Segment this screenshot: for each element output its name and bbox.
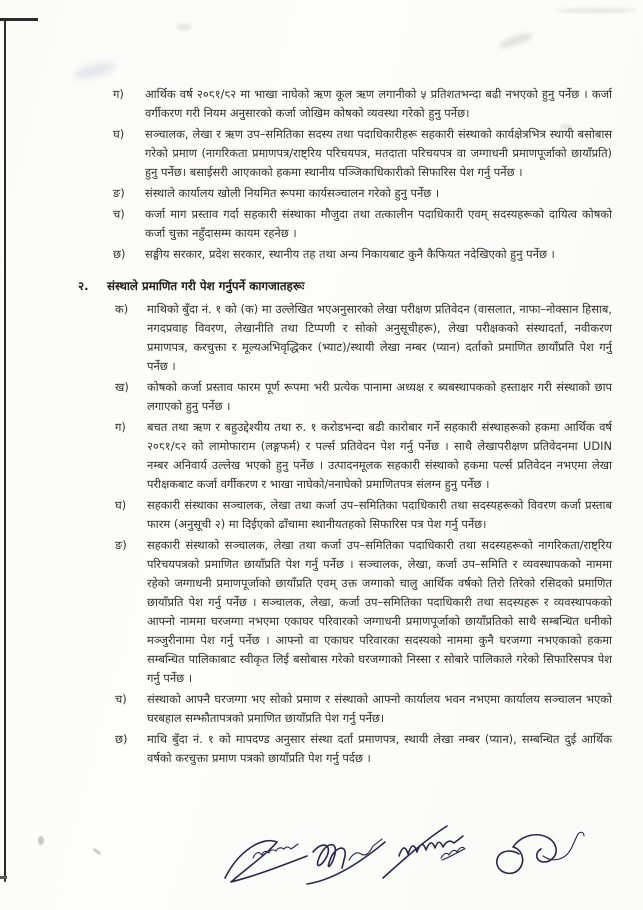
scan-smudge xyxy=(556,8,636,13)
list-item-text: सहकारी संस्थाको सञ्चालक, लेखा तथा कर्जा उप–समितिका पदाधिकारी तथा सदस्यहरूको नागरिकता/राष्ट्रिय परिचयपत्रको प्रमाणित छायाँप्रति पेश गर्नु पर्नेछ । सञ्चालक, लेखा, कर्जा उप–समिति र व्यवस्थापकको नाममा रहेको जग्गाधनी प्रमाणपूर्जाको छायाँप्रति एवम् उक्त जग्गाको चालु आर्थिक वर्षको तिरो तिरेको रसिदको प्रमाणित छायाँप्रति पेश गर्नु पर्नेछ । सञ्चालक, लेखा, कर्जा उप–समितिका पदाधिकारी तथा सदस्यहरू र व्यवस्थापकको आफ्नो नाममा घरजग्गा नभएमा एकाघर परिवारको जग्गाधनी प्रमाणपूर्जाको छायाँप्रतिको साथै सम्बन्धित धनीको मञ्जुरीनामा पेश गर्नु पर्नेछ । आफ्नो वा एकाघर परिवारका सदस्यको नाममा कुनै घरजग्गा नभएकाको हकमा सम्बन्धित पालिकाबाट स्वीकृत लिई बसोबास गरेको घरजग्गाको निस्सा र सोबारे पालिकाले गरेको सिफारिसपत्र पेश गर्नु पर्नेछ । xyxy=(147,538,612,685)
list-item-label: छ) xyxy=(115,732,128,746)
list-item xyxy=(78,125,612,182)
list-item-label: ग) xyxy=(115,420,126,434)
list-item xyxy=(78,184,612,203)
list-item-text: आर्थिक वर्ष २०८१/८२ मा भाखा नाघेको ऋण कूल ऋण लगानीको ५ प्रतिशतभन्दा बढी नभएको हुनु पर्नेछ । कर्जा वर्गीकरण गरी नियम अनुसारको कर्जा जोखिम कोषको व्यवस्था गरेको हुनु पर्नेछ। xyxy=(145,87,612,120)
list-item xyxy=(78,300,612,376)
scan-top-edge-stub xyxy=(0,18,38,21)
list-item-label: घ) xyxy=(115,498,127,512)
list-item-text: बचत तथा ऋण र बहुउद्देश्यीय तथा रु. १ करोडभन्दा बढी कारोबार गर्ने सहकारी संस्थाहरूको हकमा आर्थिक वर्ष २०८१/८२ को लामोफाराम (लङ्गफर्म) र पर्ल्स प्रतिवेदन पेश गर्नु पर्नेछ । साथै लेखापरीक्षण प्रतिवेदनमा UDIN नम्बर अनिवार्य उल्लेख भएको हुनु पर्नेछ । उत्पादनमूलक सहकारी संस्थाको हकमा पर्ल्स प्रतिवेदन नभएमा लेखा परीक्षकबाट कर्जा वर्गीकरण र भाखा नाघेको/ननाघेको प्रमाणितपत्र संलग्न हुनु पर्नेछ । xyxy=(147,420,612,491)
list-item xyxy=(78,205,612,243)
scan-smudge xyxy=(38,836,44,845)
section-1-criteria-list xyxy=(78,85,612,264)
list-item xyxy=(78,85,612,123)
list-item-label: छ) xyxy=(113,247,126,261)
signature-3 xyxy=(383,826,465,878)
list-item-text: कर्जा माग प्रस्ताव गर्दा सहकारी संस्थाका मौजुदा तथा तत्कालीन पदाधिकारी एवम् सदस्यहरूको दायित्व कोषको कर्जा चुक्ता नहुँदासम्म कायम रहनेछ । xyxy=(145,207,612,240)
list-item-text: माथिको बुँदा नं. १ को (क) मा उल्लेखित भएअनुसारको लेखा परीक्षण प्रतिवेदन (वासलात, नाफा–नोक्सान हिसाब, नगदप्रवाह विवरण, लेखानीति तथा टिप्पणी र सोको अनुसूचीहरू), लेखा परीक्षकको संस्थादर्ता, नवीकरण प्रमाणपत्र, करचुक्ता र मूल्यअभिवृद्धिकर (भ्याट)/स्थायी लेखा नम्बर (प्यान) दर्ताको प्रमाणित छायाँप्रति पेश गर्नु पर्नेछ । xyxy=(147,302,612,373)
list-item-text: माथि बुँदा नं. १ को मापदण्ड अनुसार संस्था दर्ता प्रमाणपत्र, स्थायी लेखा नम्बर (प्यान), सम्बन्धित दुई आर्थिक वर्षको करचुक्ता प्रमाण पत्रको छायाँप्रति पेश गर्नु पर्दछ । xyxy=(147,732,612,765)
section-2-heading xyxy=(78,277,612,296)
list-item-label: च) xyxy=(115,692,127,706)
list-item-text: सञ्चालक, लेखा र ऋण उप–समितिका सदस्य तथा पदाधिकारीहरू सहकारी संस्थाको कार्यक्षेत्रभित्र स्थायी बसोबास गरेको प्रमाण (नागरिकता प्रमाणपत्र/राष्ट्रिय परिचयपत्र, मतदाता परिचयपत्र वा जग्गाधनी प्रमाणपूर्जाको छायाँप्रति) हुनु पर्नेछ। बसाईसरी आएकाको हकमा स्थानीय पञ्जिकाधिकारीको सिफारिस पेश गर्नु पर्नेछ । xyxy=(145,127,612,179)
list-item xyxy=(78,245,612,264)
list-item-text: संस्थाले कार्यालय खोली नियमित रूपमा कार्यसञ्चालन गरेको हुनु पर्नेछ । xyxy=(145,186,440,200)
document-body xyxy=(78,85,612,770)
list-item-label: च) xyxy=(113,207,125,221)
signature-1 xyxy=(225,841,307,882)
list-item xyxy=(78,690,612,728)
list-item xyxy=(78,378,612,416)
scan-smudge xyxy=(497,31,534,51)
list-item-text: कोषको कर्जा प्रस्ताव फारम पूर्ण रूपमा भरी प्रत्येक पानामा अध्यक्ष र ब्यबस्थापकको हस्ताक्षर गरी संस्थाको छाप लगाएको हुनु पर्नेछ । xyxy=(147,380,612,413)
list-item xyxy=(78,536,612,688)
section-title: संस्थाले प्रमाणित गरी पेश गर्नुपर्ने कागजातहरूः xyxy=(107,279,305,293)
list-item-text: सहकारी संस्थाका सञ्चालक, लेखा तथा कर्जा उप–समितिका पदाधिकारी तथा सदस्यहरूको विवरण कर्जा प्रस्ताब फारम (अनुसूची २) मा दिईएको ढाँचामा स्थानीयतहको सिफारिस पत्र पेश गर्नु पर्नेछ। xyxy=(147,498,612,531)
scan-smudge xyxy=(176,24,192,30)
scan-left-edge-line xyxy=(4,18,6,882)
signature-4 xyxy=(497,832,584,873)
list-item-label: ङ) xyxy=(113,186,125,200)
list-item-label: ग) xyxy=(113,87,124,101)
scan-smudge xyxy=(92,847,102,856)
list-item xyxy=(78,496,612,534)
section-number: २. xyxy=(78,279,89,293)
list-item-text: सङ्घीय सरकार, प्रदेश सरकार, स्थानीय तह तथा अन्य निकायबाट कुनै कैफियत नदेखिएको हुनु पर्नेछ । xyxy=(145,247,555,261)
scan-bottom-edge-dash xyxy=(0,876,7,879)
scan-smudge xyxy=(73,59,117,82)
list-item-label: ङ) xyxy=(115,538,127,552)
signatures-block xyxy=(205,812,595,910)
list-item-text: संस्थाको आफ्नै घरजग्गा भए सोको प्रमाण र संस्थाको आफ्नो कार्यालय भवन नभएमा कार्यालय सञ्चालन भएको घरबहाल सम्झौतापत्रको प्रमाणित छायाँप्रति पेश गर्नु पर्नेछ। xyxy=(147,692,612,725)
list-item xyxy=(78,730,612,768)
list-item-label: ख) xyxy=(115,380,129,394)
list-item-label: घ) xyxy=(113,127,125,141)
section-2-documents-list xyxy=(78,300,612,768)
signature-2 xyxy=(307,839,385,884)
list-item-label: क) xyxy=(115,302,129,316)
list-item xyxy=(78,418,612,494)
